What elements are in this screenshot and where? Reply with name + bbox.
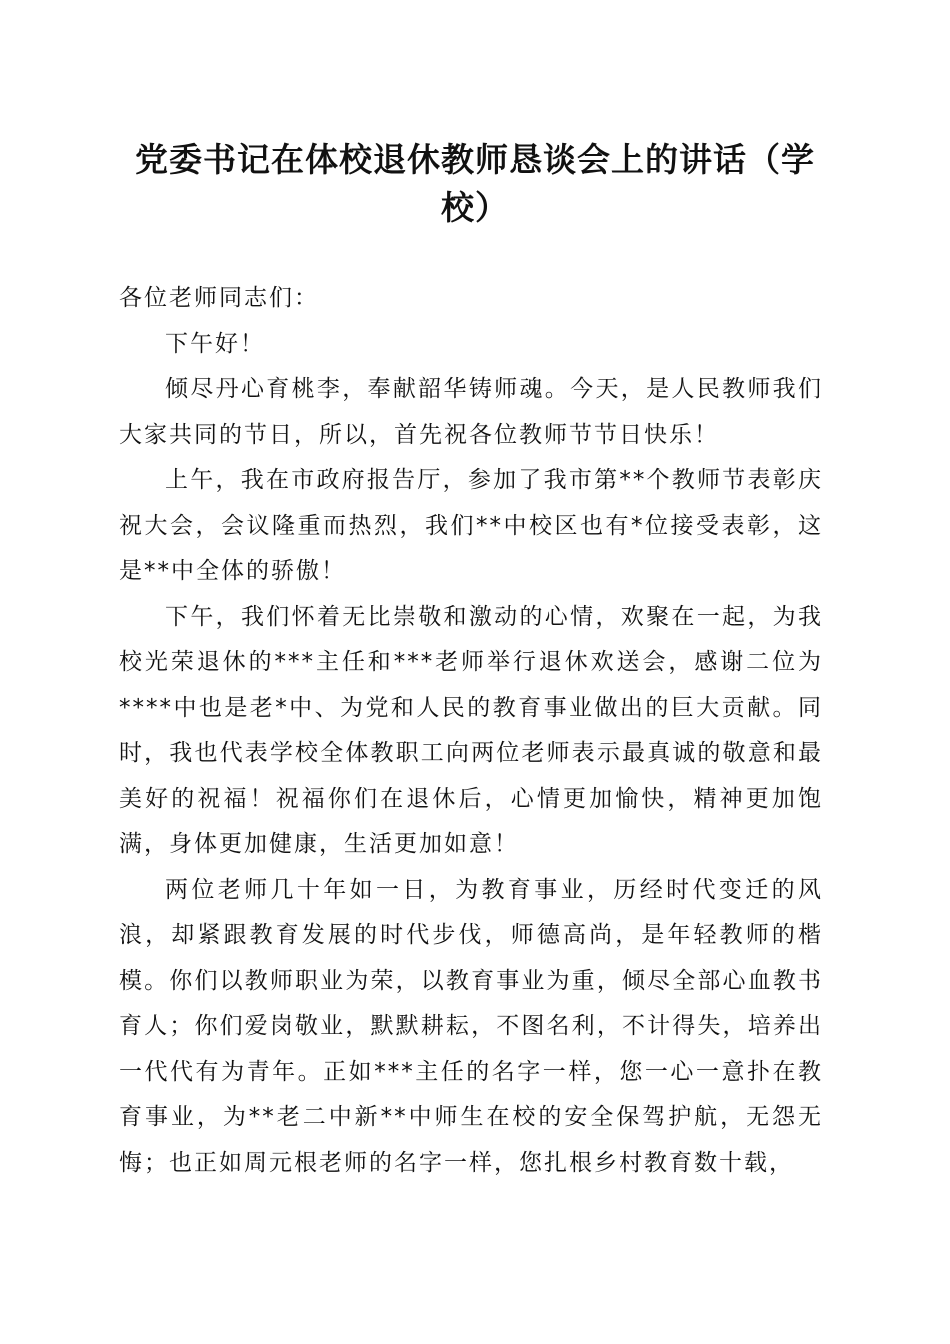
paragraph-opening: 倾尽丹心育桃李，奉献韶华铸师魂。今天，是人民教师我们大家共同的节日，所以，首先祝各位教师节节日快乐！ [119,376,823,448]
paragraph-greeting: 下午好！ [165,330,265,357]
paragraph-morning-event: 上午，我在市政府报告厅，参加了我市第**个教师节表彰庆祝大会，会议隆重而热烈，我们**中校区也有*位接受表彰，这是**中全体的骄傲！ [119,467,823,584]
salutation: 各位老师同志们： [119,285,319,311]
document-title: 党委书记在体校退休教师恳谈会上的讲话（学校） [135,140,815,227]
paragraph-tribute: 两位老师几十年如一日，为教育事业，历经时代变迁的风浪，却紧跟教育发展的时代步伐，师德高尚，是年轻教师的楷模。你们以教师职业为荣，以教育事业为重，倾尽全部心血教书育人；你们爱岗敬业，默默耕耘，不图名利，不计得失，培养出一代代有为青年。正如***主任的名字一样，您一心一意扑在教育事业，为**老二中新**中师生在校的安全保驾护航，无怨无悔；也正如周元根老师的名字一样，您扎根乡村教育数十载， [119,876,823,1176]
paragraph-farewell: 下午，我们怀着无比崇敬和激动的心情，欢聚在一起，为我校光荣退休的***主任和***老师举行退休欢送会，感谢二位为****中也是老*中、为党和人民的教育事业做出的巨大贡献。同时，我也代表学校全体教职工向两位老师表示最真诚的敬意和最美好的祝福！祝福你们在退休后，心情更加愉快，精神更加饱满，身体更加健康，生活更加如意！ [119,603,823,857]
speech-body [119,276,823,1186]
